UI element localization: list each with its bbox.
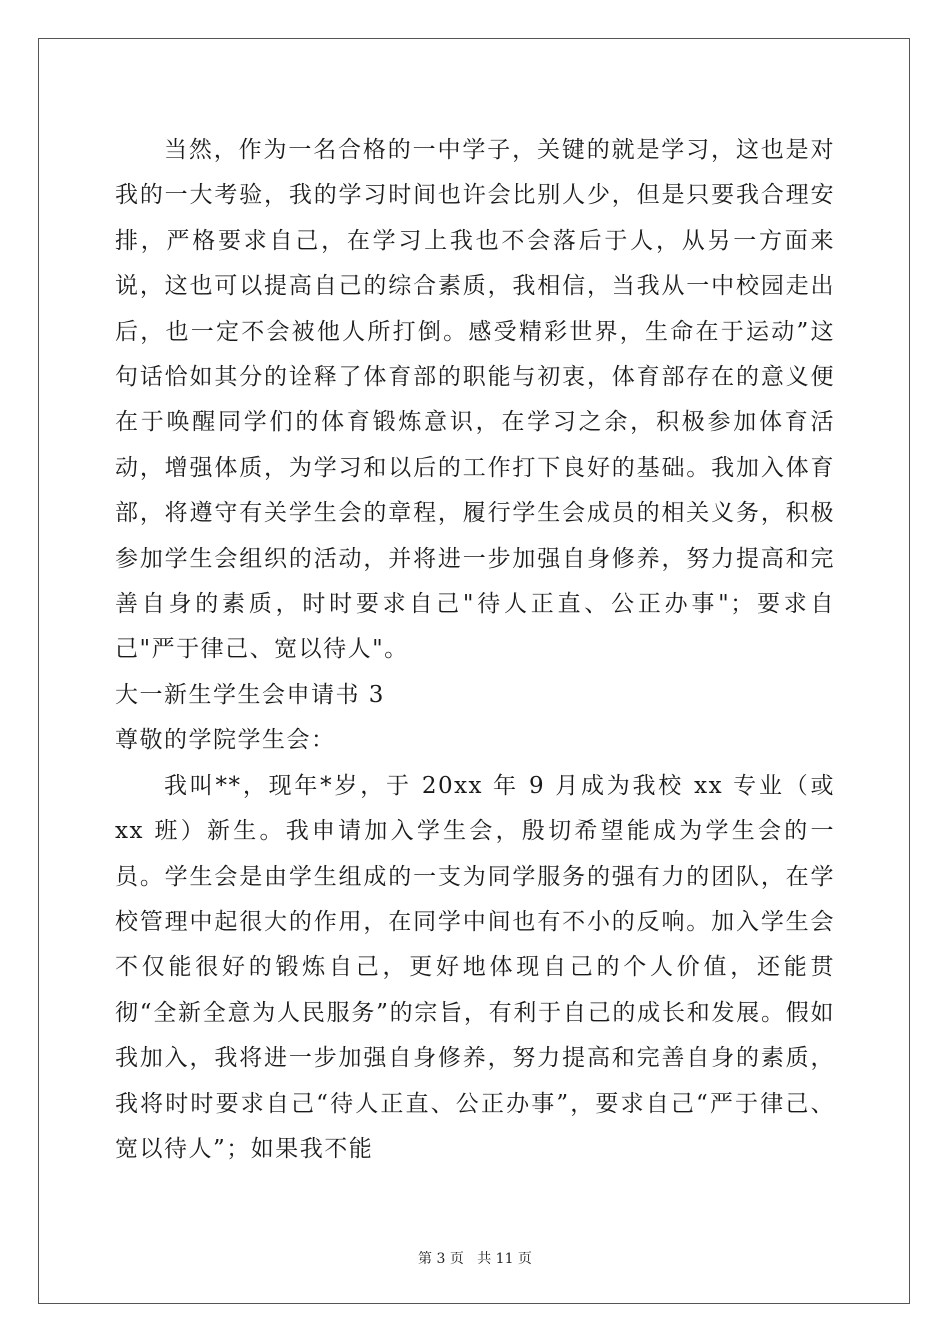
- paragraph-application: 我叫**，现年*岁，于 20xx 年 9 月成为我校 xx 专业（或 xx 班）新生。我申请加入学生会，殷切希望能成为学生会的一员。学生会是由学生组成的一支为同学服务的强有力的团队，在学校管理中起很大的作用，在同学中间也有不小的反响。加入学生会不仅能很好的锻炼自己，更好地体现自己的个人价值，还能贯彻“全新全意为人民服务”的宗旨，有利于自己的成长和发展。假如我加入，我将进一步加强自身修养，努力提高和完善自身的素质，我将时时要求自己“待人正直、公正办事”，要求自己“严于律己、宽以待人”；如果我不能: [115, 772, 835, 1162]
- document-body: [115, 128, 835, 1172]
- page-total: 共 11 页: [477, 1251, 532, 1267]
- section-heading: 大一新生学生会申请书 3: [115, 681, 385, 708]
- page-number: 第 3 页: [418, 1251, 464, 1267]
- salutation: 尊敬的学院学生会：: [115, 727, 336, 754]
- paragraph-sports-department: 当然，作为一名合格的一中学子，关键的就是学习，这也是对我的一大考验，我的学习时间也许会比别人少，但是只要我合理安排，严格要求自己，在学习上我也不会落后于人，从另一方面来说，这也可以提高自己的综合素质，我相信，当我从一中校园走出后，也一定不会被他人所打倒。感受精彩世界，生命在于运动”这句话恰如其分的诠释了体育部的职能与初衷，体育部存在的意义便在于唤醒同学们的体育锻炼意识，在学习之余，积极参加体育活动，增强体质，为学习和以后的工作打下良好的基础。我加入体育部，将遵守有关学生会的章程，履行学生会成员的相关义务，积极参加学生会组织的活动，并将进一步加强自身修养，努力提高和完善自身的素质，时时要求自己"待人正直、公正办事"；要求自己"严于律己、宽以待人"。: [115, 137, 835, 663]
- page-footer: [0, 1248, 950, 1268]
